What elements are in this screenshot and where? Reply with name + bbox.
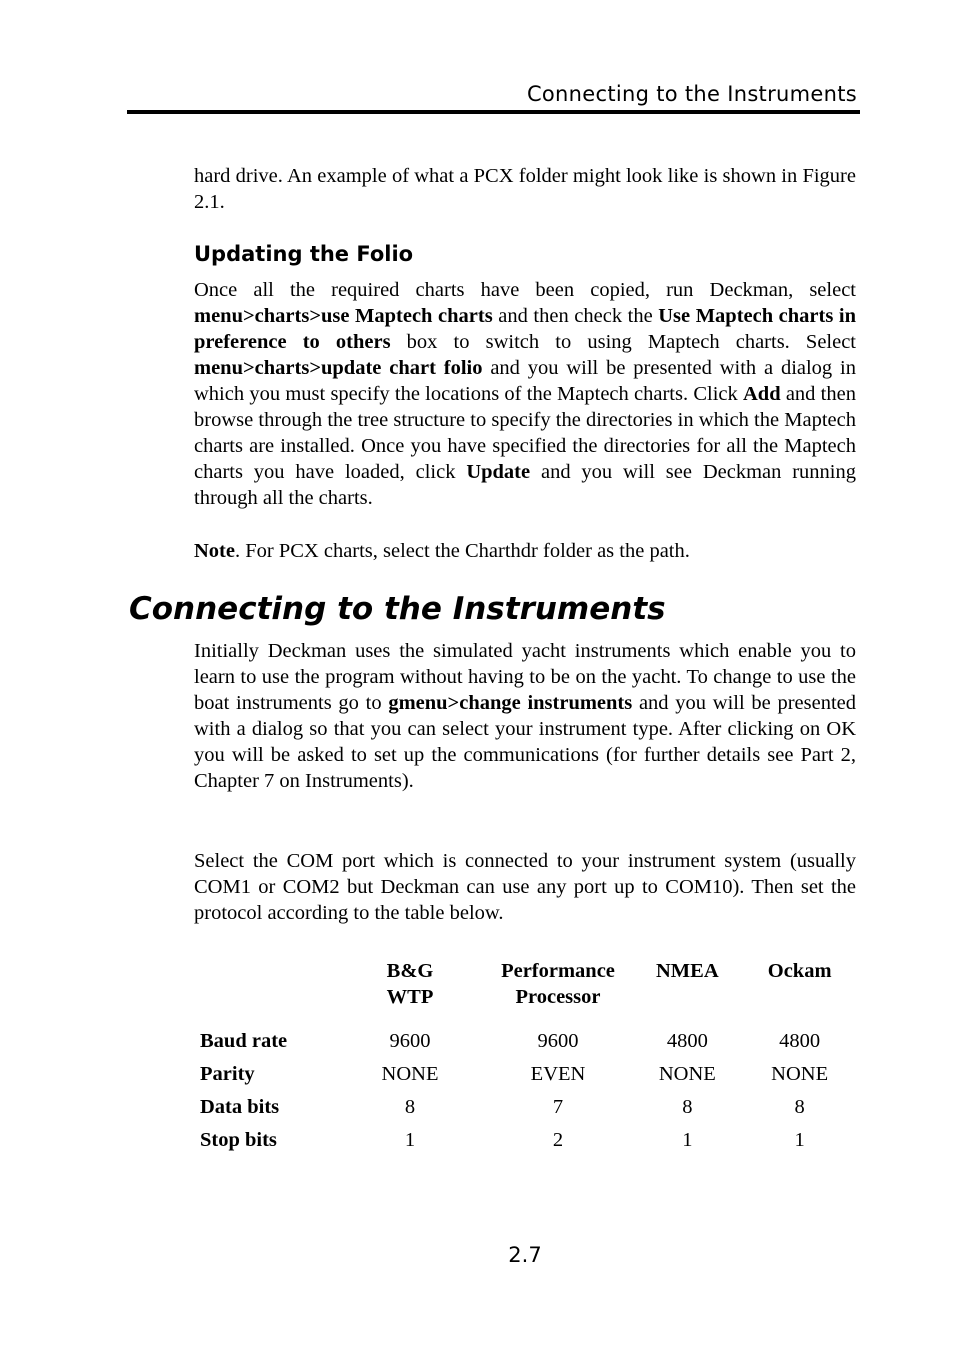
table-cell: 4800: [666, 1030, 708, 1052]
column-header-line: B&G: [386, 960, 434, 982]
table-cell: NONE: [381, 1063, 439, 1085]
continued-text: hard drive. An example of what a PCX folder might look like is shown in Figure 2.1.: [194, 165, 856, 213]
text-run: and you will see Deckman running through all the charts.: [194, 461, 856, 509]
row-label: Data bits: [200, 1096, 280, 1118]
column-header-line: NMEA: [656, 960, 719, 982]
update-label: Update: [466, 461, 531, 483]
column-header: [460, 958, 656, 1028]
text-run: . For PCX charts, select the Charthdr folder as the path.: [234, 540, 690, 562]
row-label: Parity: [200, 1063, 255, 1085]
text-run: Once all the required charts have been copied, run Deckman, select: [194, 279, 856, 301]
note-paragraph: [194, 538, 856, 564]
table-cell: 8: [794, 1096, 805, 1118]
text-run: Initially Deckman uses the simulated yacht instruments which enable you to learn to use the program without having to be on the yacht. To change to use the boat instruments go to: [194, 640, 856, 714]
column-header: [656, 958, 719, 1028]
text-run: box to switch to using Maptech charts. Select: [390, 331, 857, 353]
page-number: 2.7: [508, 1243, 542, 1267]
protocol-table: [194, 958, 881, 1160]
column-header: [360, 958, 460, 1028]
com-port-text: Select the COM port which is connected to your instrument system (usually COM1 or COM2 but Deckman can use any port up to COM10). Then set the protocol according to the table below.: [194, 850, 856, 924]
table-cell: 9600: [389, 1030, 431, 1052]
table-cell: 1: [682, 1129, 693, 1151]
note-label: Note: [194, 540, 235, 562]
column-header-line: Performance: [501, 960, 615, 982]
menu-path-update-folio: menu>charts>update chart folio: [194, 357, 483, 379]
table-cell: 2: [552, 1129, 564, 1151]
table-row: [194, 1127, 881, 1160]
row-label: Baud rate: [200, 1030, 288, 1052]
table-corner-cell: [194, 958, 360, 1028]
table-cell: 9600: [537, 1030, 579, 1052]
com-port-paragraph: [194, 848, 856, 926]
table-header-row: [194, 958, 881, 1028]
table-cell: 8: [404, 1096, 416, 1118]
table-row: [194, 1061, 881, 1094]
continued-paragraph: [194, 163, 856, 215]
table-cell: EVEN: [530, 1063, 586, 1085]
folio-paragraph-text: [194, 277, 856, 511]
table-cell: NONE: [771, 1063, 829, 1085]
instruments-paragraph-text: [194, 638, 856, 794]
column-header-line: Processor: [515, 986, 601, 1008]
text-run: and then browse through the tree structure to specify the directories in which the Maptech charts are installed. Once you have specified the directories for all the Maptech charts you have loaded, click: [194, 383, 856, 483]
row-label: Stop bits: [200, 1129, 277, 1151]
table-cell: 8: [682, 1096, 693, 1118]
column-header-line: WTP: [386, 986, 434, 1008]
section-heading-connecting: Connecting to the Instruments: [129, 591, 666, 627]
table-cell: NONE: [658, 1063, 716, 1085]
running-header: Connecting to the Instruments: [526, 82, 857, 106]
section-heading-updating-folio: Updating the Folio: [194, 242, 414, 266]
column-header-line: Ockam: [767, 960, 832, 982]
table-cell: 7: [552, 1096, 564, 1118]
text-run: and you will be presented with a dialog so that you can select your instrument type. After clicking on OK you will be asked to set up the communications (for further details see Part 2, Chapter 7 on Instruments).: [194, 692, 856, 792]
folio-paragraph: [194, 277, 856, 511]
text-run: and then check the: [492, 305, 659, 327]
instruments-paragraph: [194, 638, 856, 794]
note-text: [194, 538, 856, 564]
header-rule: [127, 110, 860, 114]
table-row: [194, 1028, 881, 1061]
table-cell: 1: [404, 1129, 416, 1151]
table-cell: 4800: [779, 1030, 821, 1052]
text-run: and you will be presented with a dialog in which you must specify the locations of the Maptech charts. Click: [194, 357, 856, 405]
menu-path-use-maptech: menu>charts>use Maptech charts: [194, 305, 493, 327]
option-use-maptech: Use Maptech charts in preference to others: [194, 305, 856, 353]
menu-path-change-instruments: gmenu>change instruments: [388, 692, 633, 714]
table-cell: 1: [794, 1129, 805, 1151]
column-header: [719, 958, 881, 1028]
add-label: Add: [742, 383, 781, 405]
table-row: [194, 1094, 881, 1127]
